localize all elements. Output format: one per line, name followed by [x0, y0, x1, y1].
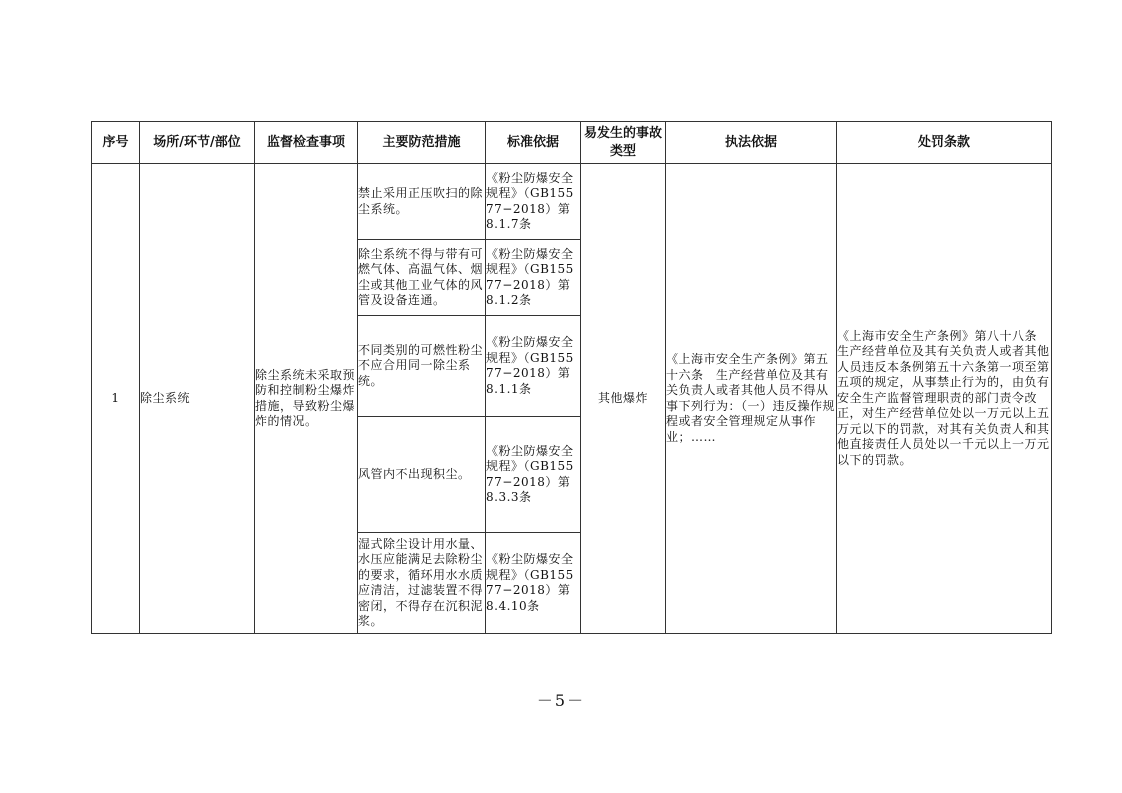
header-penalty: 处罚条款 [837, 122, 1052, 164]
standard-basis-cell: 《粉尘防爆安全规程》（GB15577−2018）第8.1.1条 [486, 316, 581, 417]
measure-cell: 禁止采用正压吹扫的除尘系统。 [358, 164, 486, 240]
header-enforcement-basis: 执法依据 [666, 122, 837, 164]
header-inspection-item: 监督检查事项 [255, 122, 358, 164]
standard-basis-cell: 《粉尘防爆安全规程》（GB15577−2018）第8.3.3条 [486, 417, 581, 533]
header-location: 场所/环节/部位 [140, 122, 255, 164]
inspection-item-cell: 除尘系统未采取预防和控制粉尘爆炸措施，导致粉尘爆炸的情况。 [255, 164, 358, 634]
header-standard-basis: 标准依据 [486, 122, 581, 164]
table-row [92, 164, 1052, 240]
measure-cell: 湿式除尘设计用水量、水压应能满足去除粉尘的要求，循环用水水质应清洁，过滤装置不得密闭，不得存在沉积泥浆。 [358, 533, 486, 634]
measure-cell: 不同类别的可燃性粉尘不应合用同一除尘系统。 [358, 316, 486, 417]
enforcement-basis-cell: 《上海市安全生产条例》第五十六条 生产经营单位及其有关负责人或者其他人员不得从事下列行为：（一）违反操作规程或者安全管理规定从事作业；…… [666, 164, 837, 634]
inspection-table [91, 121, 1052, 634]
header-seq: 序号 [92, 122, 140, 164]
header-accident-type: 易发生的事故类型 [581, 122, 666, 164]
measure-cell: 除尘系统不得与带有可燃气体、高温气体、烟尘或其他工业气体的风管及设备连通。 [358, 240, 486, 316]
penalty-cell: 《上海市安全生产条例》第八十八条 生产经营单位及其有关负责人或者其他人员违反本条例第五十六条第一项至第五项的规定，从事禁止行为的，由负有安全生产监督管理职责的部门责令改正，对生产经营单位处以一万元以上五万元以下的罚款，对其有关负责人和其他直接责任人员处以一千元以上一万元以下的罚款。 [837, 164, 1052, 634]
header-measures: 主要防范措施 [358, 122, 486, 164]
standard-basis-cell: 《粉尘防爆安全规程》（GB15577−2018）第8.1.7条 [486, 164, 581, 240]
location-cell: 除尘系统 [140, 164, 255, 634]
standard-basis-cell: 《粉尘防爆安全规程》（GB15577−2018）第8.4.10条 [486, 533, 581, 634]
measure-cell: 风管内不出现积尘。 [358, 417, 486, 533]
inspection-table-container [91, 121, 1052, 634]
seq-cell: 1 [92, 164, 140, 634]
accident-type-cell: 其他爆炸 [581, 164, 666, 634]
table-header-row [92, 122, 1052, 164]
standard-basis-cell: 《粉尘防爆安全规程》（GB15577−2018）第8.1.2条 [486, 240, 581, 316]
page-number: －5－ [536, 691, 586, 710]
